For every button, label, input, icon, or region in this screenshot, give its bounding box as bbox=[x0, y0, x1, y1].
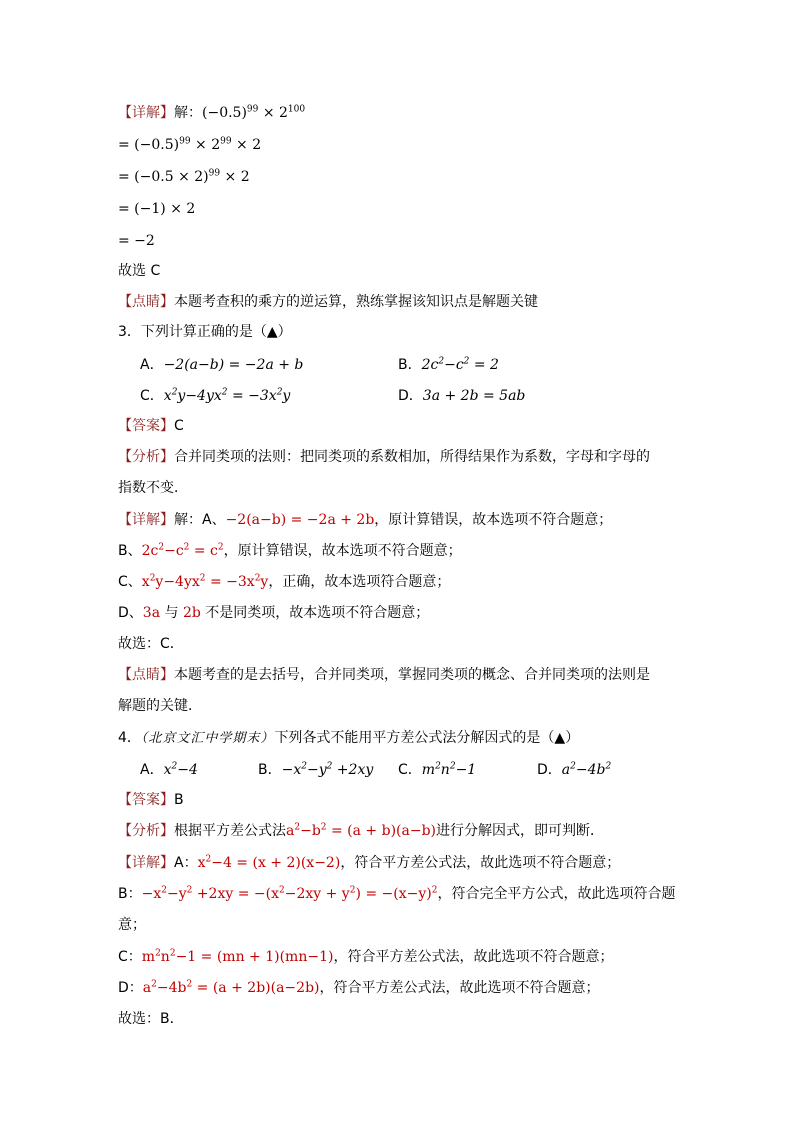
answer-tag: 【答案】 bbox=[118, 792, 174, 808]
q4-detail-d: D：$a^2-4b^2 = (a + 2b)(a-2b)$，符合平方差公式法，故此选项不符合题意； bbox=[118, 979, 600, 996]
answer-value: C bbox=[174, 418, 184, 434]
q4-option-a: A．$x^2-4$ bbox=[140, 761, 198, 778]
q3-analysis-wrap: 指数不变． bbox=[118, 480, 188, 496]
q3-answer bbox=[118, 417, 184, 435]
q3-option-c: C．$x^2y-4yx^2 = -3x^2y$ bbox=[140, 387, 291, 404]
detail-tag: 【详解】 bbox=[118, 855, 174, 871]
q4-option-d: D．$a^2-4b^2$ bbox=[537, 761, 612, 778]
comment-text: 本题考查的是去括号，合并同类项，掌握同类项的概念、合并同类项的法则是 bbox=[174, 667, 650, 683]
q3-detail-d: D、3a 与 2b 不是同类项，故本选项不符合题意； bbox=[118, 605, 430, 621]
q3-choose: 故选：C． bbox=[118, 636, 184, 652]
q3-detail-c: C、$x^2y-4yx^2 = -3x^2y$，正确，故本选项符合题意； bbox=[118, 573, 451, 590]
detail-tag: 【详解】 bbox=[118, 105, 174, 121]
detail-prefix: 解： bbox=[174, 105, 202, 121]
q4-option-b: B．$-x^2-y^2 +2xy$ bbox=[258, 761, 374, 778]
q3-comment bbox=[118, 666, 650, 684]
q4-answer bbox=[118, 791, 184, 809]
answer-value: B bbox=[174, 792, 184, 808]
q4-detail-c: C：$m^2n^2-1 = (mn + 1)(mn-1)$，符合平方差公式法，故此选项不符合题意； bbox=[118, 948, 614, 965]
q2-answer: 故选 C bbox=[118, 263, 161, 279]
question-source: （北京文汇中学期末） bbox=[140, 731, 275, 746]
q4-option-c: C．$m^2n^2-1$ bbox=[398, 761, 477, 778]
q2-step-1: = $(-0.5)^{99} \times 2^{99} \times 2$ bbox=[118, 136, 262, 153]
q4-detail-a: 【详解】A：$x^2-4 = (x + 2)(x-2)$，符合平方差公式法，故此选项不符合题意； bbox=[118, 854, 621, 871]
math-expr: $(-0.5)^{99} \times 2^{100}$ bbox=[202, 104, 306, 121]
q4-choose: 故选：B． bbox=[118, 1011, 184, 1027]
q3-option-b: B．$2c^2-c^2 = 2$ bbox=[398, 356, 499, 373]
q4-detail-b-wrap: 意； bbox=[118, 917, 146, 933]
q2-detail-line bbox=[118, 104, 305, 122]
q3-option-d: D．3a + 2b = 5ab bbox=[398, 388, 526, 404]
analysis-tag: 【分析】 bbox=[118, 823, 174, 839]
q2-step-4: = −2 bbox=[118, 233, 155, 249]
q3-stem: 3．下列计算正确的是（▲） bbox=[118, 324, 292, 340]
q3-detail-a: 【详解】解：A、−2(a−b) = −2a + 2b，原计算错误，故本选项不符合题意； bbox=[118, 512, 613, 528]
q3-option-a: A．−2(a−b) = −2a + b bbox=[140, 357, 304, 373]
q4-detail-b: B：$-x^2-y^2 +2xy = -(x^2-2xy + y^2) = -(x-y)^2$，符合完全平方公式，故此选项符合题 bbox=[118, 885, 676, 902]
answer-tag: 【答案】 bbox=[118, 418, 174, 434]
analysis-text: 合并同类项的法则：把同类项的系数相加，所得结果作为系数，字母和字母的 bbox=[174, 449, 650, 465]
q2-step-2: = $(-0.5 \times 2)^{99} \times 2$ bbox=[118, 168, 250, 185]
comment-text: 本题考查积的乘方的逆运算，熟练掌握该知识点是解题关键 bbox=[174, 294, 538, 310]
q3-analysis bbox=[118, 448, 650, 466]
q3-detail-b: B、$2c^2-c^2 = c^2$，原计算错误，故本选项不符合题意； bbox=[118, 542, 462, 559]
q4-analysis: 【分析】根据平方差公式法$a^2-b^2 = (a + b)(a-b)$进行分解因式，即可判断． bbox=[118, 822, 604, 839]
detail-tag: 【详解】 bbox=[118, 512, 174, 528]
analysis-tag: 【分析】 bbox=[118, 449, 174, 465]
q2-step-3: = (−1) × 2 bbox=[118, 201, 196, 217]
q2-comment bbox=[118, 293, 538, 311]
q3-comment-wrap: 解题的关键． bbox=[118, 698, 202, 714]
comment-tag: 【点睛】 bbox=[118, 294, 174, 310]
comment-tag: 【点睛】 bbox=[118, 667, 174, 683]
q4-stem: 4．（北京文汇中学期末）下列各式不能用平方差公式法分解因式的是（▲） bbox=[118, 730, 580, 746]
